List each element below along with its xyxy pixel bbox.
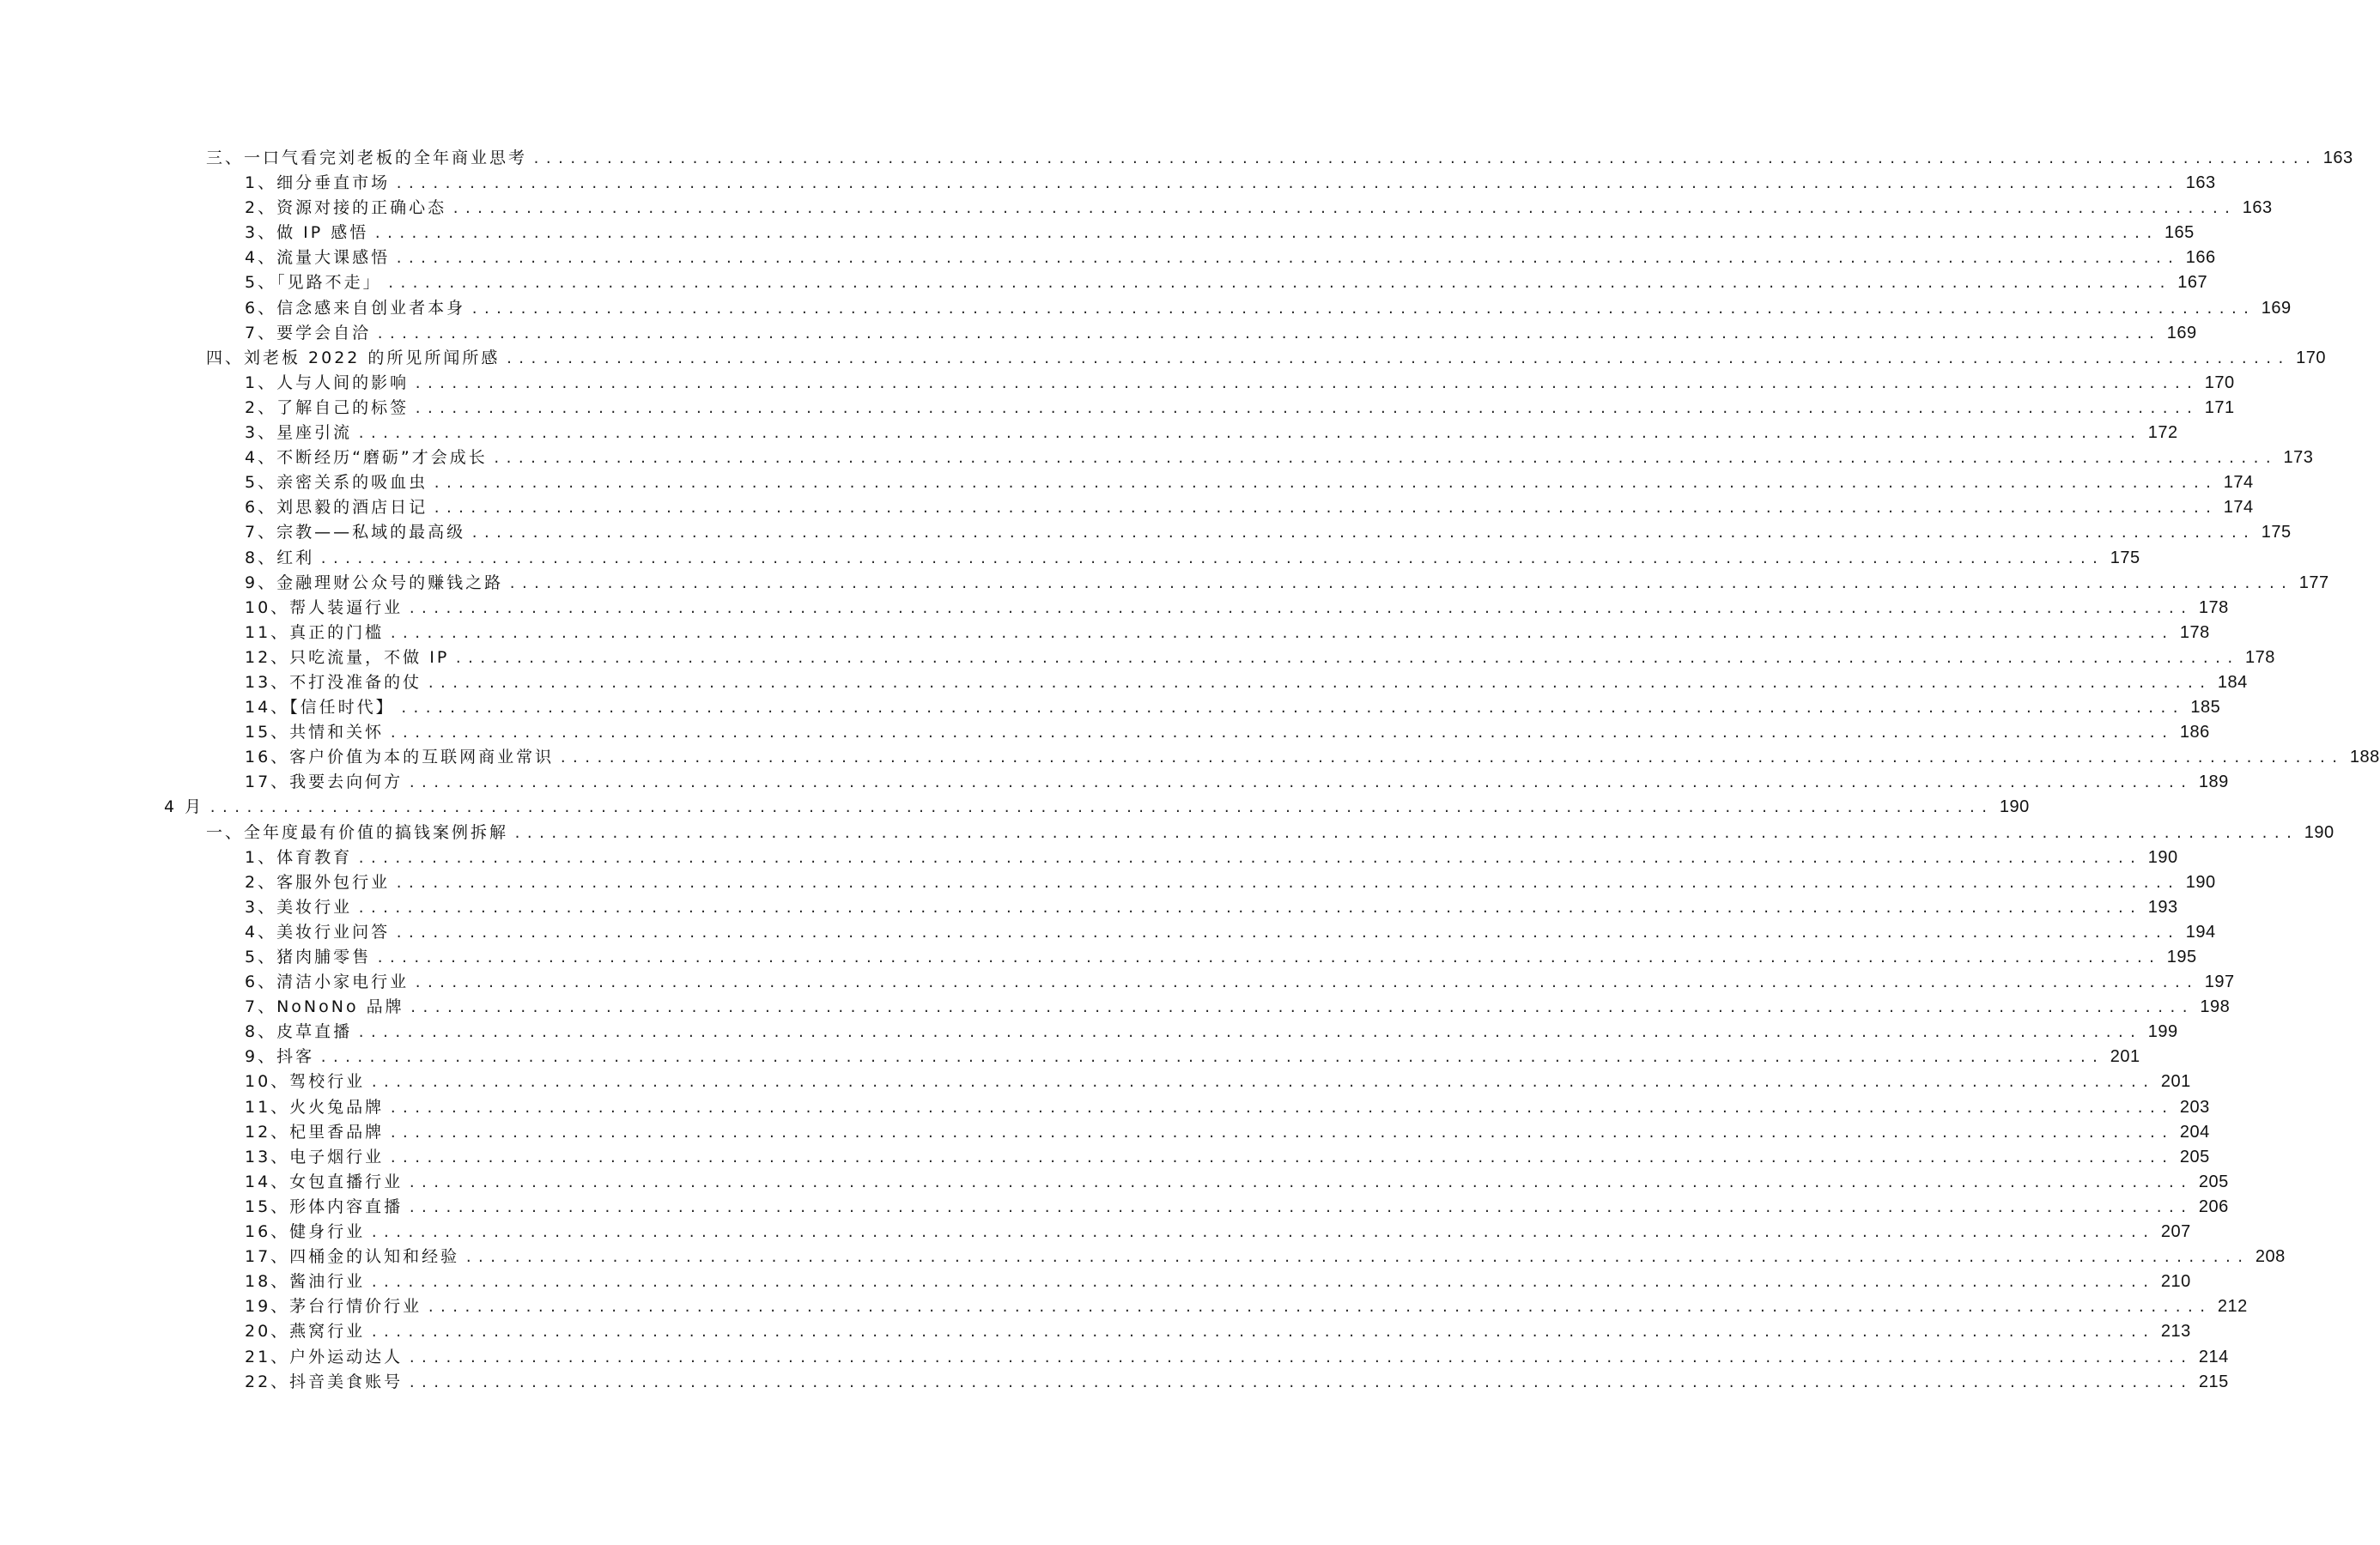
toc-entry-title: 7、宗教——私域的最高级 (245, 523, 466, 542)
toc-dot-leader: .................................................................................................................................................. (370, 1275, 2154, 1291)
toc-dot-leader: .................................................................................................................................................. (386, 276, 2171, 292)
toc-dot-leader: .................................................................................................................................................. (357, 426, 2141, 442)
toc-entry[interactable] (0, 495, 2254, 520)
toc-entry[interactable] (0, 196, 2273, 221)
toc-dot-leader: .................................................................................................................................................. (370, 1075, 2154, 1091)
toc-entry[interactable] (0, 221, 2195, 245)
toc-entry-page-number: 174 (2223, 473, 2254, 493)
toc-dot-leader: .................................................................................................................................................. (464, 1250, 2249, 1266)
toc-dot-leader: .................................................................................................................................................. (408, 1349, 2192, 1366)
toc-entry-page-number: 194 (2185, 922, 2216, 942)
toc-entry-page-number: 186 (2179, 723, 2210, 742)
toc-dot-leader: .................................................................................................................................................. (452, 201, 2236, 217)
toc-entry[interactable] (0, 970, 2235, 995)
toc-entry[interactable] (0, 945, 2197, 970)
toc-entry-title: 12、只吃流量，不做 IP (245, 647, 450, 667)
toc-entry[interactable] (0, 1095, 2210, 1120)
toc-entry-page-number: 184 (2217, 672, 2248, 692)
toc-list (0, 146, 2380, 1395)
toc-dot-leader: .................................................................................................................................................. (370, 1225, 2154, 1241)
toc-entry-page-number: 167 (2177, 273, 2208, 293)
toc-entry[interactable] (0, 546, 2140, 571)
toc-entry-page-number: 163 (2185, 173, 2216, 193)
toc-entry-title: 6、信念感来自创业者本身 (245, 298, 466, 318)
toc-entry[interactable] (0, 396, 2235, 421)
toc-entry-title: 10、驾校行业 (245, 1072, 366, 1092)
toc-entry-title: 2、客服外包行业 (245, 872, 391, 892)
toc-entry-title: 6、刘思毅的酒店日记 (245, 498, 428, 518)
toc-entry[interactable] (0, 321, 2197, 346)
toc-entry[interactable] (0, 1045, 2140, 1069)
toc-entry[interactable] (0, 270, 2208, 295)
toc-entry[interactable] (0, 1020, 2178, 1045)
toc-dot-leader: .................................................................................................................................................. (492, 451, 2277, 467)
toc-entry-title: 1、人与人间的影响 (245, 373, 410, 392)
toc-entry-page-number: 206 (2198, 1197, 2229, 1216)
toc-entry[interactable] (0, 346, 2327, 371)
toc-dot-leader: .................................................................................................................................................. (376, 325, 2160, 342)
toc-dot-leader: .................................................................................................................................................. (513, 825, 2298, 841)
toc-dot-leader: .................................................................................................................................................. (408, 600, 2192, 616)
toc-entry-page-number: 170 (2296, 348, 2327, 367)
toc-entry[interactable] (0, 245, 2216, 270)
toc-entry-title: 18、酱油行业 (245, 1272, 366, 1292)
toc-dot-leader: .................................................................................................................................................. (414, 375, 2198, 391)
toc-entry[interactable] (0, 1269, 2191, 1294)
toc-entry-title: 16、客户价值为本的互联网商业常识 (245, 748, 555, 767)
toc-entry-title: 2、了解自己的标签 (245, 397, 410, 417)
toc-dot-leader: .................................................................................................................................................. (508, 575, 2292, 591)
toc-dot-leader: .................................................................................................................................................. (408, 1374, 2192, 1390)
toc-entry-title: 三、一口气看完刘老板的全年商业思考 (206, 148, 528, 167)
toc-dot-leader: .................................................................................................................................................. (357, 900, 2141, 916)
toc-entry[interactable] (0, 1319, 2191, 1344)
toc-dot-leader: .................................................................................................................................................. (319, 1050, 2104, 1066)
toc-entry-title: 四、刘老板 2022 的所见所闻所感 (206, 348, 501, 367)
toc-entry-title: 5、亲密关系的吸血虫 (245, 473, 428, 493)
toc-entry[interactable] (0, 870, 2216, 895)
toc-entry[interactable] (0, 845, 2178, 870)
toc-entry-page-number: 177 (2298, 573, 2329, 592)
toc-entry-title: 4 月 (164, 797, 204, 817)
toc-entry-page-number: 195 (2166, 948, 2197, 966)
toc-entry-page-number: 169 (2166, 323, 2197, 342)
toc-dot-leader: .................................................................................................................................................. (389, 1100, 2173, 1116)
toc-entry-page-number: 189 (2198, 772, 2229, 792)
toc-dot-leader: .................................................................................................................................................. (408, 1199, 2192, 1215)
toc-entry[interactable] (0, 1294, 2248, 1319)
toc-entry-title: 17、我要去向何方 (245, 772, 404, 792)
toc-entry[interactable] (0, 1345, 2229, 1370)
toc-entry-title: 22、抖音美食账号 (245, 1372, 404, 1391)
toc-entry-title: 一、全年度最有价值的搞钱案例拆解 (206, 822, 509, 842)
toc-dot-leader: .................................................................................................................................................. (209, 800, 1993, 816)
toc-entry-page-number: 185 (2190, 698, 2221, 718)
toc-entry-title: 9、金融理财公众号的赚钱之路 (245, 573, 504, 592)
toc-entry-page-number: 165 (2164, 223, 2195, 243)
toc-dot-leader: .................................................................................................................................................. (389, 1124, 2173, 1141)
toc-dot-leader: .................................................................................................................................................. (389, 1149, 2173, 1166)
toc-entry[interactable] (0, 995, 2231, 1020)
toc-entry-title: 7、要学会自洽 (245, 323, 372, 342)
toc-dot-leader: .................................................................................................................................................. (532, 151, 2316, 167)
toc-entry-title: 8、皮草直播 (245, 1022, 353, 1042)
toc-entry-page-number: 163 (2242, 198, 2273, 218)
toc-entry-page-number: 171 (2204, 397, 2235, 417)
toc-dot-leader: .................................................................................................................................................. (357, 850, 2141, 866)
toc-entry-page-number: 175 (2110, 548, 2140, 567)
toc-entry-title: 3、星座引流 (245, 423, 353, 443)
toc-entry-page-number: 169 (2261, 298, 2292, 318)
toc-entry[interactable] (0, 1069, 2191, 1094)
toc-entry[interactable] (0, 421, 2178, 445)
toc-dot-leader: .................................................................................................................................................. (433, 500, 2217, 517)
toc-entry[interactable] (0, 920, 2216, 945)
toc-dot-leader: .................................................................................................................................................. (395, 924, 2179, 941)
toc-entry-title: 8、红利 (245, 548, 315, 567)
toc-dot-leader: .................................................................................................................................................. (357, 1025, 2141, 1041)
toc-entry-title: 4、美妆行业问答 (245, 922, 391, 942)
toc-entry[interactable] (0, 821, 2334, 845)
toc-entry[interactable] (0, 770, 2229, 795)
toc-entry-page-number: 174 (2223, 498, 2254, 518)
toc-dot-leader: .................................................................................................................................................. (376, 950, 2160, 966)
toc-entry-title: 20、燕窝行业 (245, 1322, 366, 1342)
toc-entry-title: 2、资源对接的正确心态 (245, 198, 447, 218)
toc-entry[interactable] (0, 695, 2221, 720)
toc-entry-page-number: 163 (2322, 148, 2353, 167)
toc-dot-leader: .................................................................................................................................................. (373, 226, 2158, 242)
toc-entry-page-number: 208 (2255, 1247, 2286, 1267)
toc-dot-leader: .................................................................................................................................................. (427, 1300, 2211, 1316)
toc-entry-page-number: 207 (2160, 1222, 2191, 1242)
toc-entry-page-number: 213 (2160, 1322, 2191, 1342)
toc-entry-page-number: 178 (2179, 622, 2210, 642)
toc-dot-leader: .................................................................................................................................................. (395, 251, 2179, 267)
toc-entry-title: 7、NoNoNo 品牌 (245, 997, 404, 1017)
toc-entry[interactable] (0, 1245, 2286, 1269)
toc-dot-leader: .................................................................................................................................................. (319, 550, 2104, 566)
toc-entry[interactable] (0, 1195, 2229, 1220)
toc-dot-leader: .................................................................................................................................................. (395, 176, 2179, 192)
toc-entry-title: 13、电子烟行业 (245, 1147, 385, 1166)
toc-entry[interactable] (0, 895, 2178, 920)
toc-entry-title: 13、不打没准备的仗 (245, 672, 422, 692)
toc-entry-page-number: 178 (2198, 597, 2229, 617)
toc-entry-title: 17、四桶金的认知和经验 (245, 1247, 460, 1267)
toc-dot-leader: .................................................................................................................................................. (409, 1000, 2194, 1016)
toc-entry-title: 19、茅台行情价行业 (245, 1297, 422, 1317)
toc-entry-page-number: 188 (2349, 748, 2380, 767)
toc-entry-title: 10、帮人装逼行业 (245, 597, 404, 617)
toc-entry-title: 1、细分垂直市场 (245, 173, 391, 193)
toc-entry[interactable] (0, 371, 2235, 396)
toc-entry-title: 15、共情和关怀 (245, 723, 385, 742)
toc-dot-leader: .................................................................................................................................................. (414, 400, 2198, 416)
toc-entry-page-number: 190 (1999, 797, 2030, 817)
toc-entry-page-number: 203 (2179, 1097, 2210, 1117)
toc-dot-leader: .................................................................................................................................................. (399, 700, 2184, 717)
toc-entry-title: 11、真正的门槛 (245, 622, 385, 642)
toc-entry-page-number: 205 (2179, 1147, 2210, 1166)
toc-entry-title: 1、体育教育 (245, 847, 353, 867)
toc-entry[interactable] (0, 520, 2292, 545)
toc-entry-page-number: 178 (2244, 647, 2275, 667)
toc-dot-leader: .................................................................................................................................................. (559, 750, 2343, 766)
toc-entry[interactable] (0, 1220, 2191, 1245)
toc-dot-leader: .................................................................................................................................................. (395, 875, 2179, 891)
toc-entry-title: 16、健身行业 (245, 1222, 366, 1242)
toc-entry[interactable] (0, 445, 2314, 470)
toc-entry[interactable] (0, 670, 2248, 695)
toc-entry-page-number: 201 (2160, 1072, 2191, 1092)
toc-entry-page-number: 197 (2204, 972, 2235, 992)
toc-entry-page-number: 172 (2147, 423, 2178, 443)
toc-entry[interactable] (0, 1120, 2210, 1145)
toc-dot-leader: .................................................................................................................................................. (389, 625, 2173, 641)
toc-entry-title: 4、流量大课感悟 (245, 248, 391, 268)
toc-entry[interactable] (0, 596, 2229, 621)
toc-entry-title: 5、「见路不走」 (245, 273, 382, 293)
toc-entry[interactable] (0, 296, 2292, 321)
toc-entry-page-number: 193 (2147, 897, 2178, 917)
toc-entry[interactable] (0, 470, 2254, 495)
toc-entry-page-number: 175 (2261, 523, 2292, 542)
toc-entry-page-number: 204 (2179, 1122, 2210, 1142)
toc-entry-page-number: 215 (2198, 1372, 2229, 1391)
toc-entry[interactable] (0, 146, 2353, 171)
toc-entry-page-number: 170 (2204, 373, 2235, 392)
toc-entry[interactable] (0, 571, 2329, 596)
toc-entry[interactable] (0, 1370, 2229, 1395)
toc-dot-leader: .................................................................................................................................................. (370, 1324, 2154, 1341)
toc-entry-page-number: 190 (2185, 872, 2216, 892)
toc-entry-title: 3、做 IP 感悟 (245, 223, 369, 243)
toc-entry-title: 6、清洁小家电行业 (245, 972, 410, 992)
toc-entry-page-number: 210 (2160, 1272, 2191, 1292)
toc-entry-title: 12、杞里香品牌 (245, 1122, 385, 1142)
toc-entry-page-number: 198 (2200, 997, 2231, 1017)
toc-entry-title: 3、美妆行业 (245, 897, 353, 917)
toc-entry[interactable] (0, 1170, 2229, 1195)
toc-dot-leader: .................................................................................................................................................. (408, 1174, 2192, 1191)
toc-entry[interactable] (0, 171, 2216, 196)
toc-entry-title: 14、女包直播行业 (245, 1172, 404, 1191)
toc-dot-leader: .................................................................................................................................................. (427, 675, 2211, 691)
toc-dot-leader: .................................................................................................................................................. (505, 350, 2290, 367)
toc-dot-leader: .................................................................................................................................................. (389, 725, 2173, 742)
toc-entry-page-number: 190 (2304, 822, 2334, 842)
toc-entry-page-number: 201 (2110, 1047, 2140, 1067)
toc-entry-page-number: 212 (2217, 1297, 2248, 1317)
toc-dot-leader: .................................................................................................................................................. (408, 775, 2192, 791)
toc-entry-title: 21、户外运动达人 (245, 1347, 404, 1366)
toc-entry-page-number: 173 (2283, 448, 2314, 468)
toc-dot-leader: .................................................................................................................................................. (454, 650, 2238, 666)
toc-entry-page-number: 214 (2198, 1347, 2229, 1366)
toc-entry[interactable] (0, 745, 2380, 770)
toc-entry-page-number: 190 (2147, 847, 2178, 867)
toc-entry-page-number: 199 (2147, 1022, 2178, 1042)
toc-entry-title: 4、不断经历“磨砺”才会成长 (245, 448, 488, 468)
toc-dot-leader: .................................................................................................................................................. (471, 525, 2255, 542)
toc-entry-title: 11、火火兔品牌 (245, 1097, 385, 1117)
toc-dot-leader: .................................................................................................................................................. (414, 975, 2198, 991)
toc-entry-title: 14、【信任时代】 (245, 698, 395, 718)
toc-dot-leader: .................................................................................................................................................. (471, 300, 2255, 317)
toc-entry[interactable] (0, 795, 2030, 820)
toc-entry-title: 5、猪肉脯零售 (245, 948, 372, 966)
toc-dot-leader: .................................................................................................................................................. (433, 476, 2217, 492)
toc-entry[interactable] (0, 645, 2275, 670)
table-of-contents (0, 146, 2380, 1395)
toc-entry-page-number: 166 (2185, 248, 2216, 268)
toc-entry-title: 9、抖客 (245, 1047, 315, 1067)
toc-entry[interactable] (0, 720, 2210, 745)
toc-entry-page-number: 205 (2198, 1172, 2229, 1191)
toc-entry[interactable] (0, 1145, 2210, 1170)
toc-entry-title: 15、形体内容直播 (245, 1197, 404, 1216)
toc-entry[interactable] (0, 621, 2210, 645)
